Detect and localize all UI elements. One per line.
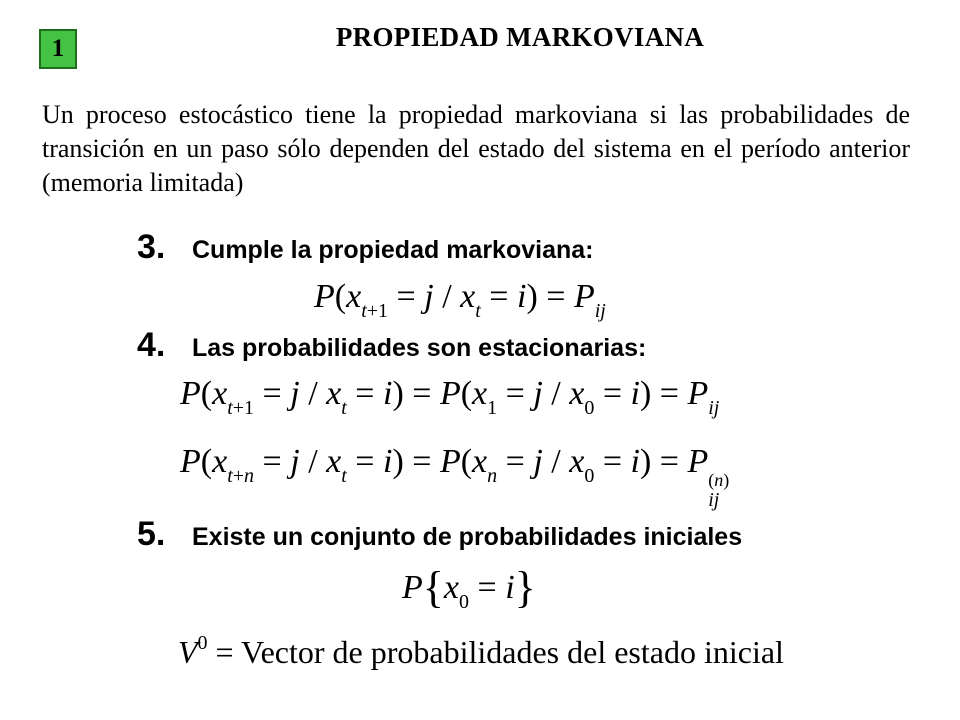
initial-vector-definition: $V^0$ = Vector de probabilidades del estado inicial	[178, 632, 784, 670]
item-5-text: Existe un conjunto de probabilidades iniciales	[192, 523, 743, 551]
stationary-formula-one-step: $P(x_{t+1} = j / x_t = i) = P(x_1 = j / x_0 = i) = P_{ij}$	[180, 375, 720, 419]
item-4-number: 4.	[137, 326, 166, 364]
item-3-number: 3.	[137, 228, 166, 266]
item-4-heading	[137, 326, 646, 365]
item-3-text: Cumple la propiedad markoviana:	[192, 236, 594, 264]
item-3-heading	[137, 228, 594, 267]
stationary-formula-n-step: $P(x_{t+n} = j / x_t = i) = P(x_n = j / x_0 = i) = P$ (n) ij	[180, 443, 730, 511]
slide-title: PROPIEDAD MARKOVIANA	[335, 22, 705, 52]
initial-vector-text: = Vector de probabilidades del estado inicial	[215, 634, 784, 670]
item-5-number: 5.	[137, 515, 166, 553]
initial-probability-formula: $P\{x_0 = i\}$	[402, 563, 536, 613]
intro-paragraph: Un proceso estocástico tiene la propiedad markoviana si las probabilidades de transición en un paso sólo dependen del estado del sistema en el período anterior (memoria limitada)	[42, 100, 910, 197]
slide-number-badge: 1	[39, 29, 77, 69]
markov-property-formula: $P(x_{t+1} = j / x_t = i) = P_{ij}$	[314, 278, 606, 322]
item-5-heading	[137, 515, 742, 554]
item-4-text: Las probabilidades son estacionarias:	[192, 334, 647, 362]
